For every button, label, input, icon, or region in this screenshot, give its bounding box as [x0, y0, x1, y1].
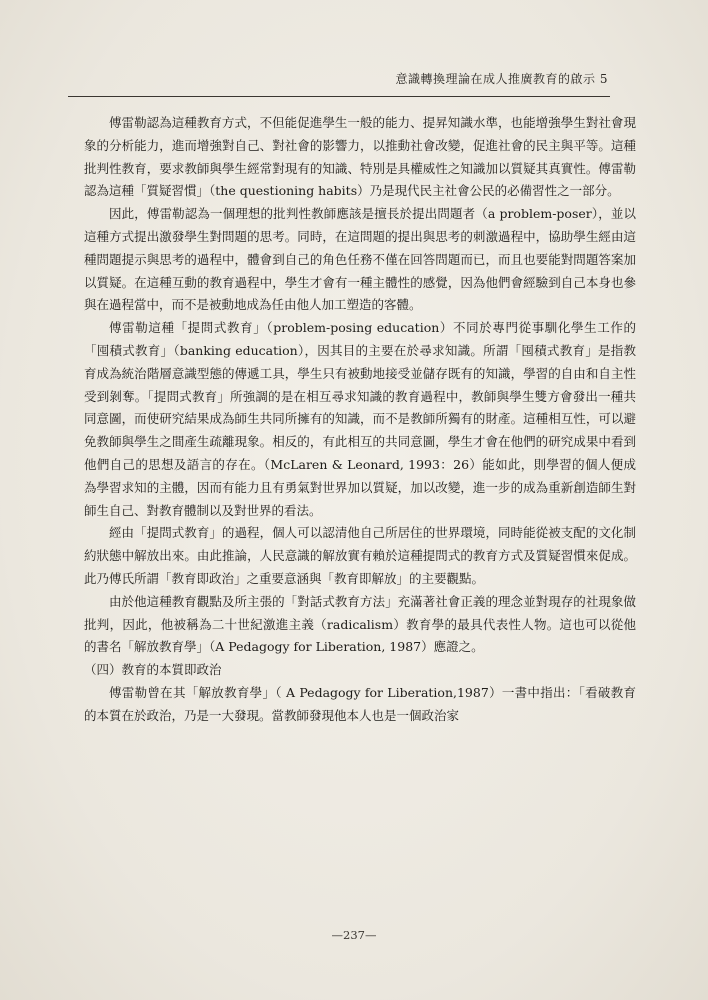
- paragraph-1: 傅雷勒認為這種教育方式，不但能促進學生一般的能力、提昇知識水準，也能增強學生對社會現象的分析能力，進而增強對自己、對社會的影響力，以推動社會改變，促進社會的民主與平等。這種批判性教育，要求教師與學生經常對現有的知識、特別是具權威性之知識加以質疑其真實性。傅雷勒認為這種「質疑習慣」（the questioning habits）乃是現代民主社會公民的必備習性之一部分。: [84, 115, 636, 199]
- paragraph-5: 由於他這種教育觀點及所主張的「對話式教育方法」充滿著社會正義的理念並對現存的社現象做批判，因此，他被稱為二十世紀激進主義（radicalism）教育學的最具代表性人物。這也可以從他的書名「解放教育學」（A Pedagogy for Liberation, 1987）應證之。: [84, 593, 636, 655]
- body-text: [84, 112, 636, 728]
- header-rule: [68, 96, 610, 97]
- running-head: 意識轉換理論在成人推廣教育的啟示 5: [395, 72, 608, 86]
- paragraph-3: 傅雷勒這種「提問式教育」（problem-posing education）不同於專門從事馴化學生工作的「囤積式教育」（banking education），因其目的主要在於尋求知識。所謂「囤積式教育」是指教育成為統治階層意識型態的傳遞工具，學生只有被動地接受並儲存既有的知識，學習的自由和自主性受到剝奪。「提問式教育」所強調的是在相互尋求知識的教育過程中，教師與學生雙方會發出一種共同意圖，而使研究結果成為師生共同所擁有的知識，而不是教師所獨有的財產。這種相互性，可以避免教師與學生之間產生疏離現象。相反的，有此相互的共同意圖，學生才會在他們的研究成果中看到他們自己的思想及語言的存在。（McLaren & Leonard, 1993：26）能如此，則學習的個人便成為學習求知的主體，因而有能力且有勇氣對世界加以質疑，加以改變，進一步的成為重新創造師生對師生自己、對教育體制以及對世界的看法。: [84, 320, 636, 518]
- paragraph-4: 經由「提問式教育」的過程，個人可以認清他自己所居住的世界環境，同時能從被支配的文化制約狀態中解放出來。由此推論，人民意識的解放實有賴於這種提問式的教育方式及質疑習慣來促成。此乃傅氏所謂「教育即政治」之重要意涵與「教育即解放」的主要觀點。: [84, 525, 636, 586]
- page-number: —237—: [331, 928, 377, 942]
- section-heading: （四）教育的本質即政治: [84, 662, 222, 678]
- paragraph-6: 傅雷勒曾在其「解放教育學」（ A Pedagogy for Liberation,1987）一書中指出：「看破教育的本質在於政治，乃是一大發現。當教師發現他本人也是一個政治家: [84, 684, 636, 723]
- paragraph-2: 因此，傅雷勒認為一個理想的批判性教師應該是擅長於提出問題者（a problem-poser），並以這種方式提出激發學生對問題的思考。同時，在這問題的提出與思考的刺激過程中，協助學生經由這種問題提示與思考的過程中，體會到自己的角色任務不僅在回答問題而已，而且也要能對問題答案加以質疑。在這種互動的教育過程中，學生才會有一種主體性的感覺，因為他們會經驗到自己本身也參與在過程當中，而不是被動地成為任由他人加工塑造的客體。: [84, 206, 636, 313]
